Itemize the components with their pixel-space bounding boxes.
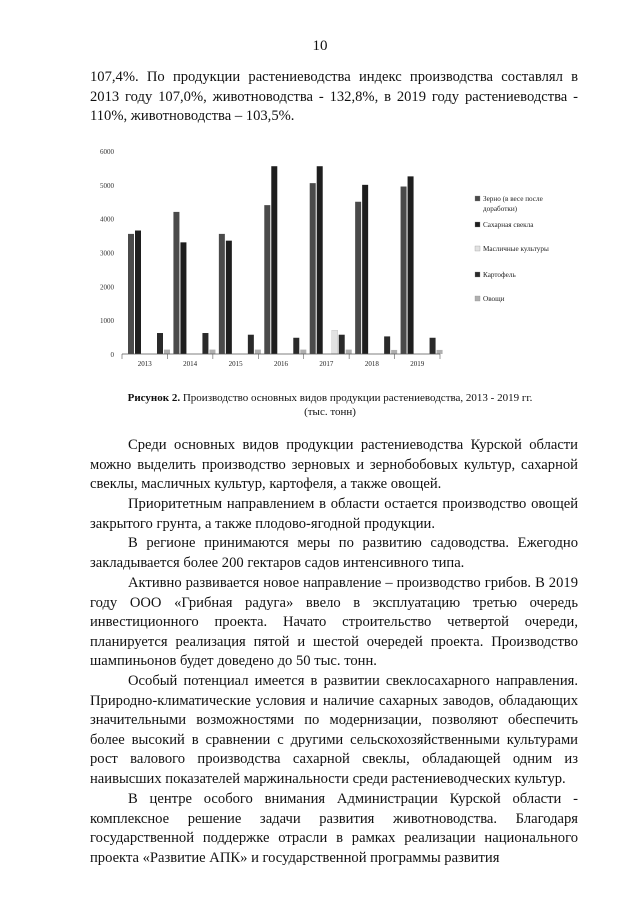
bar-2016-series-1: [271, 166, 277, 354]
bar-2015-series-0: [219, 234, 225, 354]
x-tick-label: 2018: [364, 360, 379, 368]
bar-2019-series-0: [401, 187, 407, 354]
paragraph-3: В регионе принимаются меры по развитию садоводства. Ежегодно закладывается более 200 гектаров садов интенсивного типа.: [90, 535, 578, 571]
caption-text: Производство основных видов продукции растениеводства, 2013 - 2019 гг. (тыс. тонн): [182, 392, 533, 418]
paragraph-2: Приоритетным направлением в области остается производство овощей закрытого грунта, а также плодово-ягодной продукции.: [90, 496, 578, 532]
bar-2019-series-4: [437, 350, 443, 354]
legend-label: Сахарная свекла: [483, 221, 534, 229]
production-chart: [92, 143, 592, 378]
y-tick-label: 3000: [100, 249, 114, 258]
bar-2018-series-3: [384, 336, 390, 354]
bar-2013-series-3: [157, 333, 163, 354]
y-axis: [100, 148, 115, 359]
bar-2018-series-1: [362, 185, 368, 354]
bar-2018-series-0: [355, 202, 361, 354]
bar-2017-series-2: [332, 330, 338, 354]
bar-2019-series-3: [430, 338, 436, 354]
legend-swatch: [475, 272, 480, 277]
chart-svg: [92, 143, 592, 378]
page-number: 10: [312, 38, 328, 54]
bar-2014-series-1: [180, 242, 186, 354]
bar-2017-series-3: [339, 335, 345, 354]
y-tick-label: 6000: [100, 148, 114, 156]
bar-2016-series-4: [300, 350, 306, 354]
bar-2014-series-0: [173, 212, 179, 354]
legend-swatch: [475, 246, 480, 251]
bar-2016-series-0: [264, 205, 270, 354]
legend-label: доработки): [483, 205, 518, 213]
bar-2014-series-4: [209, 350, 215, 354]
y-tick-label: 4000: [100, 215, 114, 224]
bar-2017-series-1: [317, 166, 323, 354]
figure-caption: [120, 391, 540, 419]
x-tick-label: 2016: [274, 360, 288, 368]
paragraph-1: Среди основных видов продукции растениеводства Курской области можно выделить производство зерновых и зернобобовых культур, сахарной свеклы, масличных культур, картофеля, а также овощей.: [90, 437, 578, 493]
legend-label: Картофель: [483, 271, 516, 279]
x-tick-label: 2019: [410, 360, 425, 368]
y-tick-label: 5000: [100, 181, 114, 190]
legend-label: Овощи: [483, 295, 505, 303]
bar-2013-series-4: [164, 350, 170, 354]
legend-swatch: [475, 222, 480, 227]
bar-2017-series-4: [346, 350, 352, 354]
x-axis: [122, 354, 440, 368]
y-tick-label: 0: [110, 351, 114, 359]
y-tick-label: 1000: [100, 317, 114, 326]
bar-2015-series-1: [226, 241, 232, 354]
bar-2013-series-1: [135, 231, 141, 354]
legend-swatch: [475, 296, 480, 301]
intro-paragraph: 107,4%. По продукции растениеводства индекс производства составлял в 2013 году 107,0%, животноводства - 132,8%, в 2019 году растениеводства - 110%, животноводства – 103,5%.: [90, 69, 578, 125]
paragraph-4: Активно развивается новое направление – производство грибов. В 2019 году ООО «Грибная радуга» ввело в эксплуатацию третью очередь инвестиционного проекта. Начато строительство четвертой очереди, планируется реализация пятой и шестой очередей проекта. Производство шампиньонов будет доведено до 50 тыс. тонн.: [90, 575, 578, 670]
paragraph-6: В центре особого внимания Администрации Курской области - комплексное решение задачи развития животноводства. Благодаря государственной поддержке отрасли в рамках реализации национального проекта «Развитие АПК» и государственной программы развития: [90, 791, 578, 866]
legend-label: Масличные культуры: [483, 245, 549, 253]
bar-2018-series-4: [391, 350, 397, 354]
x-tick-label: 2015: [228, 360, 243, 368]
x-tick-label: 2014: [183, 360, 198, 368]
bar-2013-series-0: [128, 234, 134, 354]
bar-2016-series-3: [293, 338, 299, 354]
bar-2015-series-4: [255, 350, 261, 354]
bar-2014-series-3: [202, 333, 208, 354]
bar-2019-series-1: [408, 176, 414, 354]
y-tick-label: 2000: [100, 283, 114, 292]
bar-2017-series-0: [310, 183, 316, 354]
x-tick-label: 2013: [137, 360, 152, 368]
x-tick-label: 2017: [319, 360, 334, 368]
chart-legend: [475, 195, 549, 303]
bar-2015-series-3: [248, 335, 254, 354]
legend-swatch: [475, 196, 480, 201]
paragraph-5: Особый потенциал имеется в развитии свеклосахарного направления. Природно-климатические условия и наличие сахарных заводов, обладающих значительными возможностями по модернизации, позволяют обеспечить более высокий в сравнении с другими сельскохозяйственными культурами рост валового производства сахарной свеклы, обладающей одним из наивысших показателей маржинальности среди растениеводческих культур.: [90, 673, 578, 787]
legend-label: Зерно (в весе после: [483, 195, 543, 203]
caption-label: Рисунок 2.: [127, 392, 181, 404]
chart-bars: [128, 166, 443, 354]
